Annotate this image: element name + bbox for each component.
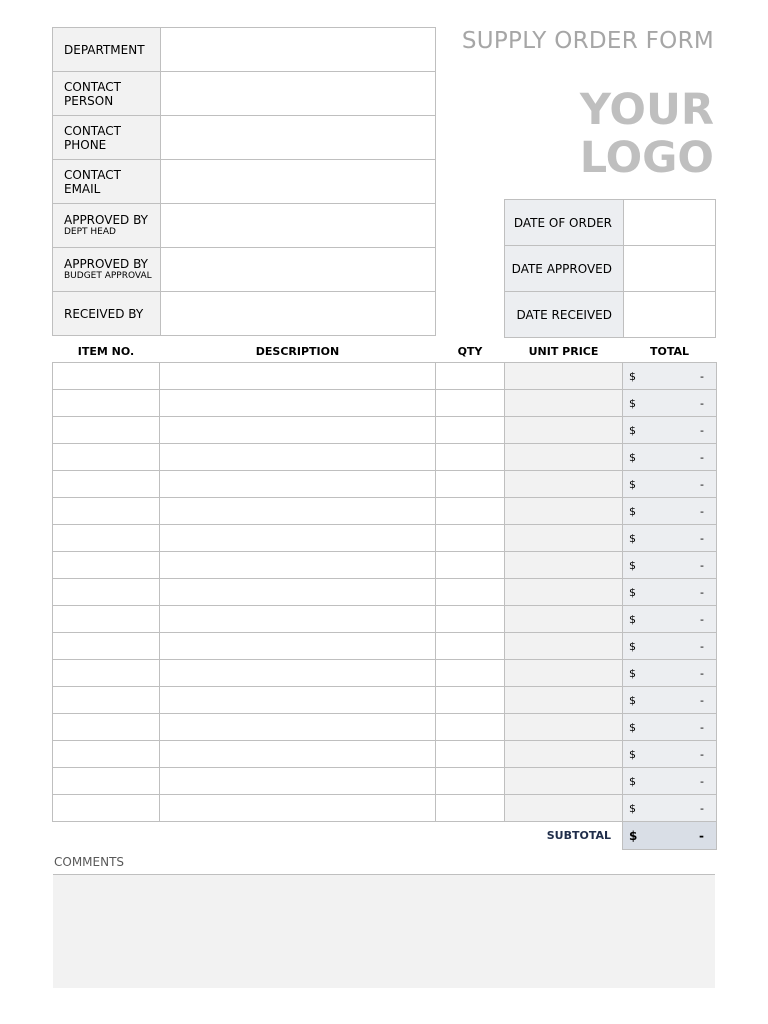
unit-price-cell[interactable] — [505, 363, 623, 390]
unit-price-cell[interactable] — [505, 579, 623, 606]
total-currency: $ — [629, 450, 636, 464]
unit-price-cell[interactable] — [505, 687, 623, 714]
total-cell — [623, 498, 717, 525]
total-cell — [623, 687, 717, 714]
description-cell[interactable] — [160, 768, 436, 795]
qty-cell[interactable] — [436, 579, 505, 606]
item-no-cell[interactable] — [53, 633, 160, 660]
description-cell[interactable] — [160, 552, 436, 579]
unit-price-cell[interactable] — [505, 660, 623, 687]
table-row — [53, 363, 717, 390]
items-table — [52, 340, 717, 850]
budget-approval-subtext: BUDGET APPROVAL — [64, 271, 152, 281]
total-cell — [623, 417, 717, 444]
qty-cell[interactable] — [436, 417, 505, 444]
description-cell[interactable] — [160, 390, 436, 417]
total-amount: - — [700, 801, 704, 815]
item-no-cell[interactable] — [53, 552, 160, 579]
total-currency: $ — [629, 774, 636, 788]
unit-price-cell[interactable] — [505, 417, 623, 444]
table-row — [53, 660, 717, 687]
date-received-field[interactable] — [624, 292, 716, 338]
description-cell[interactable] — [160, 606, 436, 633]
description-cell[interactable] — [160, 579, 436, 606]
subtotal-amount: - — [699, 828, 704, 843]
date-of-order-field[interactable] — [624, 200, 716, 246]
total-cell — [623, 660, 717, 687]
qty-cell[interactable] — [436, 741, 505, 768]
qty-cell[interactable] — [436, 498, 505, 525]
unit-price-cell[interactable] — [505, 633, 623, 660]
total-amount: - — [700, 504, 704, 518]
qty-cell[interactable] — [436, 525, 505, 552]
total-cell — [623, 795, 717, 822]
approved-by-text: APPROVED BY — [64, 257, 149, 271]
contact-phone-label: CONTACT PHONE — [53, 116, 161, 160]
total-amount: - — [700, 774, 704, 788]
item-no-cell[interactable] — [53, 660, 160, 687]
approved-by-text: APPROVED BY — [64, 213, 149, 227]
description-cell[interactable] — [160, 687, 436, 714]
table-row — [53, 687, 717, 714]
approved-by-budget-field[interactable] — [161, 248, 436, 292]
dept-head-subtext: DEPT HEAD — [64, 227, 116, 237]
column-header-item-no: ITEM NO. — [77, 344, 135, 358]
item-rows — [53, 363, 717, 822]
total-currency: $ — [629, 747, 636, 761]
qty-cell[interactable] — [436, 633, 505, 660]
total-amount: - — [700, 423, 704, 437]
item-no-cell[interactable] — [53, 714, 160, 741]
item-no-cell[interactable] — [53, 606, 160, 633]
total-currency: $ — [629, 720, 636, 734]
item-no-cell[interactable] — [53, 741, 160, 768]
total-currency: $ — [629, 639, 636, 653]
unit-price-cell[interactable] — [505, 741, 623, 768]
description-cell[interactable] — [160, 498, 436, 525]
description-cell[interactable] — [160, 471, 436, 498]
unit-price-cell[interactable] — [505, 795, 623, 822]
table-row — [53, 714, 717, 741]
qty-cell[interactable] — [436, 660, 505, 687]
total-cell — [623, 525, 717, 552]
total-currency: $ — [629, 585, 636, 599]
table-row — [53, 795, 717, 822]
total-amount: - — [700, 558, 704, 572]
subtotal-value — [623, 822, 717, 850]
unit-price-cell[interactable] — [505, 471, 623, 498]
table-row — [53, 444, 717, 471]
total-amount: - — [700, 477, 704, 491]
unit-price-cell[interactable] — [505, 525, 623, 552]
total-cell — [623, 606, 717, 633]
total-cell — [623, 471, 717, 498]
total-amount: - — [700, 720, 704, 734]
item-no-cell[interactable] — [53, 390, 160, 417]
received-by-label: RECEIVED BY — [53, 292, 161, 336]
total-cell — [623, 741, 717, 768]
form-title: SUPPLY ORDER FORM — [461, 28, 714, 54]
approved-by-dept-head-label — [53, 204, 161, 248]
total-currency: $ — [629, 531, 636, 545]
total-amount: - — [700, 666, 704, 680]
subtotal-currency: $ — [629, 828, 638, 843]
table-row — [53, 498, 717, 525]
total-cell — [623, 363, 717, 390]
qty-cell[interactable] — [436, 444, 505, 471]
total-amount: - — [700, 585, 704, 599]
department-field[interactable] — [161, 28, 436, 72]
table-row — [53, 390, 717, 417]
total-amount: - — [700, 450, 704, 464]
column-header-qty: QTY — [457, 344, 483, 358]
total-cell — [623, 714, 717, 741]
description-cell[interactable] — [160, 444, 436, 471]
total-cell — [623, 633, 717, 660]
received-by-field[interactable] — [161, 292, 436, 336]
qty-cell[interactable] — [436, 606, 505, 633]
comments-field[interactable] — [53, 874, 715, 988]
table-row — [53, 741, 717, 768]
table-row — [53, 552, 717, 579]
contact-person-label: CONTACT PERSON — [53, 72, 161, 116]
logo-line-2: LOGO — [579, 133, 714, 183]
column-header-description: DESCRIPTION — [255, 344, 340, 358]
item-no-cell[interactable] — [53, 363, 160, 390]
approved-by-budget-label — [53, 248, 161, 292]
unit-price-cell[interactable] — [505, 552, 623, 579]
qty-cell[interactable] — [436, 768, 505, 795]
total-cell — [623, 579, 717, 606]
contact-email-label: CONTACT EMAIL — [53, 160, 161, 204]
total-currency: $ — [629, 477, 636, 491]
description-cell[interactable] — [160, 714, 436, 741]
item-no-cell[interactable] — [53, 444, 160, 471]
item-no-cell[interactable] — [53, 768, 160, 795]
subtotal-label: SUBTOTAL — [546, 829, 611, 843]
table-row — [53, 768, 717, 795]
total-cell — [623, 768, 717, 795]
table-row — [53, 579, 717, 606]
total-currency: $ — [629, 612, 636, 626]
total-currency: $ — [629, 666, 636, 680]
item-no-cell[interactable] — [53, 579, 160, 606]
description-cell[interactable] — [160, 741, 436, 768]
item-no-cell[interactable] — [53, 471, 160, 498]
unit-price-cell[interactable] — [505, 768, 623, 795]
item-no-cell[interactable] — [53, 687, 160, 714]
logo-line-1: YOUR — [579, 85, 714, 135]
total-amount: - — [700, 396, 704, 410]
unit-price-cell[interactable] — [505, 498, 623, 525]
qty-cell[interactable] — [436, 471, 505, 498]
total-currency: $ — [629, 396, 636, 410]
table-row — [53, 633, 717, 660]
unit-price-cell[interactable] — [505, 390, 623, 417]
total-currency: $ — [629, 801, 636, 815]
total-cell — [623, 390, 717, 417]
total-amount: - — [700, 612, 704, 626]
total-currency: $ — [629, 369, 636, 383]
total-currency: $ — [629, 423, 636, 437]
date-of-order-label: DATE OF ORDER — [505, 200, 624, 246]
total-amount: - — [700, 639, 704, 653]
dates-table — [504, 199, 716, 338]
total-cell — [623, 552, 717, 579]
date-approved-field[interactable] — [624, 246, 716, 292]
item-no-cell[interactable] — [53, 525, 160, 552]
qty-cell[interactable] — [436, 390, 505, 417]
total-amount: - — [700, 369, 704, 383]
qty-cell[interactable] — [436, 687, 505, 714]
subtotal-row — [53, 822, 717, 850]
date-approved-label: DATE APPROVED — [505, 246, 624, 292]
total-amount: - — [700, 531, 704, 545]
qty-cell[interactable] — [436, 714, 505, 741]
description-cell[interactable] — [160, 417, 436, 444]
unit-price-cell[interactable] — [505, 606, 623, 633]
approved-by-dept-head-field[interactable] — [161, 204, 436, 248]
total-currency: $ — [629, 693, 636, 707]
contact-email-field[interactable] — [161, 160, 436, 204]
description-cell[interactable] — [160, 525, 436, 552]
table-row — [53, 525, 717, 552]
unit-price-cell[interactable] — [505, 444, 623, 471]
qty-cell[interactable] — [436, 795, 505, 822]
column-header-total: TOTAL — [649, 344, 690, 358]
contact-person-field[interactable] — [161, 72, 436, 116]
qty-cell[interactable] — [436, 363, 505, 390]
table-row — [53, 417, 717, 444]
description-cell[interactable] — [160, 795, 436, 822]
total-amount: - — [700, 693, 704, 707]
total-amount: - — [700, 747, 704, 761]
column-header-unit-price: UNIT PRICE — [528, 344, 599, 358]
unit-price-cell[interactable] — [505, 714, 623, 741]
contact-phone-field[interactable] — [161, 116, 436, 160]
qty-cell[interactable] — [436, 552, 505, 579]
date-received-label: DATE RECEIVED — [505, 292, 624, 338]
total-cell — [623, 444, 717, 471]
item-no-cell[interactable] — [53, 498, 160, 525]
table-row — [53, 471, 717, 498]
logo-placeholder[interactable] — [580, 86, 714, 182]
department-label: DEPARTMENT — [53, 28, 161, 72]
description-cell[interactable] — [160, 363, 436, 390]
total-currency: $ — [629, 504, 636, 518]
table-row — [53, 606, 717, 633]
item-no-cell[interactable] — [53, 417, 160, 444]
description-cell[interactable] — [160, 660, 436, 687]
item-no-cell[interactable] — [53, 795, 160, 822]
description-cell[interactable] — [160, 633, 436, 660]
comments-label: COMMENTS — [54, 855, 125, 869]
contact-info-table — [52, 27, 436, 336]
total-currency: $ — [629, 558, 636, 572]
